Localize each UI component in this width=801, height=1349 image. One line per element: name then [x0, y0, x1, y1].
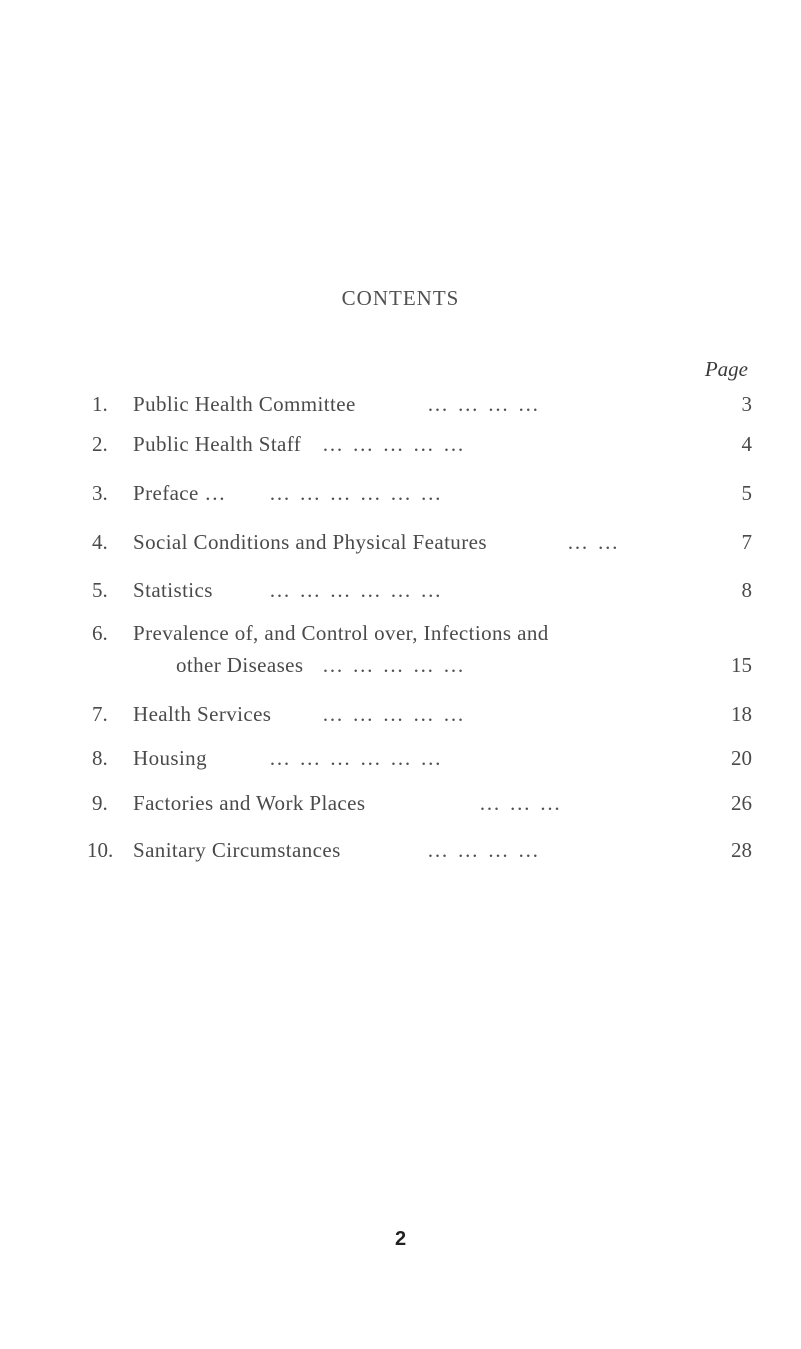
page-title: CONTENTS [341, 286, 460, 310]
entry-page-number: 4 [741, 432, 752, 456]
page-column-header: Page [704, 357, 748, 381]
entry-title: Public Health Committee [133, 392, 356, 416]
entry-title: Public Health Staff [133, 432, 302, 456]
entry-number: 9. [92, 791, 108, 815]
entry-title: Housing [133, 746, 207, 770]
leader-dots: … … … … … [322, 432, 466, 456]
entry-number: 10. [87, 838, 114, 862]
entry-number: 4. [92, 530, 108, 554]
entry-page-number: 5 [741, 481, 752, 505]
entry-number: 8. [92, 746, 108, 770]
entry-title: Health Services [133, 702, 272, 726]
entry-number: 1. [92, 392, 108, 416]
page-number: 2 [394, 1228, 407, 1250]
entry-title: Sanitary Circumstances [133, 838, 341, 862]
entry-number: 3. [92, 481, 108, 505]
leader-dots: … … [567, 530, 621, 554]
leader-dots: … … … … … … [269, 481, 444, 505]
leader-dots: … … … … [427, 838, 541, 862]
leader-dots: … … … … … [322, 702, 466, 726]
entry-page-number: 7 [741, 530, 752, 554]
entry-number: 5. [92, 578, 108, 602]
entry-title: Social Conditions and Physical Features [133, 530, 487, 554]
entry-page-number: 20 [731, 746, 752, 770]
entry-page-number: 18 [731, 702, 752, 726]
entry-title: Preface … [133, 481, 226, 505]
entry-title-continuation: other Diseases [176, 653, 304, 677]
entry-page-number: 28 [731, 838, 752, 862]
entry-number: 2. [92, 432, 108, 456]
leader-dots: … … … … … … [269, 578, 444, 602]
entry-title: Prevalence of, and Control over, Infections and [133, 621, 549, 645]
entry-page-number: 8 [741, 578, 752, 602]
entry-title: Statistics [133, 578, 213, 602]
leader-dots: … … … … [427, 392, 541, 416]
leader-dots: … … … [479, 791, 563, 815]
entry-number: 7. [92, 702, 108, 726]
entry-page-number: 15 [731, 653, 752, 677]
entry-page-number: 3 [741, 392, 752, 416]
entry-number: 6. [92, 621, 108, 645]
leader-dots: … … … … … [322, 653, 466, 677]
entry-title: Factories and Work Places [133, 791, 366, 815]
leader-dots: … … … … … … [269, 746, 444, 770]
entry-page-number: 26 [731, 791, 752, 815]
